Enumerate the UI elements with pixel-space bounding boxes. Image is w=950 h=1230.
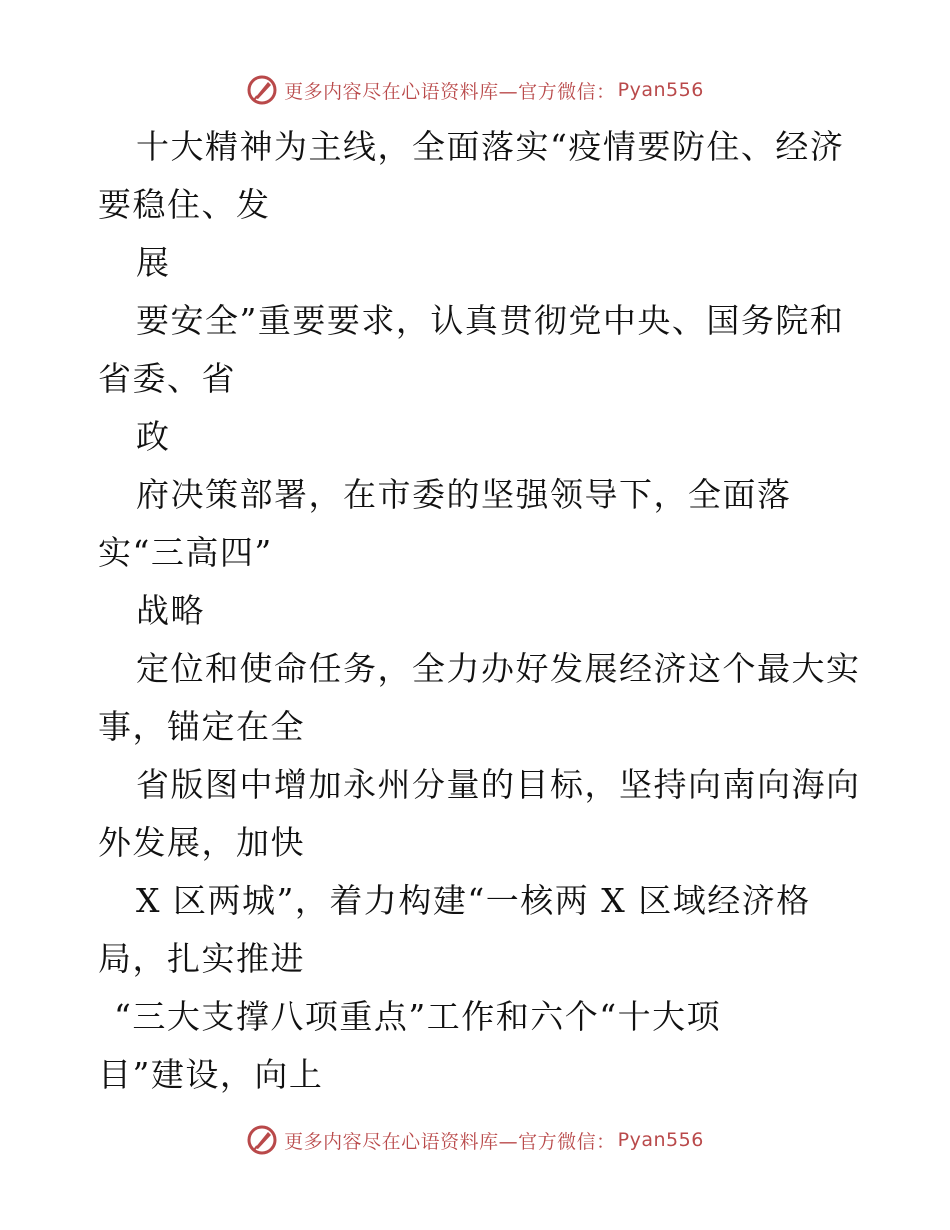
text-line: “三大支撑八项重点”工作和六个“十大项 — [114, 997, 722, 1036]
text-line: 展 — [136, 243, 171, 282]
text-line: 政 — [136, 417, 171, 456]
text-line: 定位和使命任务，全力办好发展经济这个最大实 — [136, 649, 861, 688]
text-line: 局，扎实推进 — [98, 939, 305, 978]
watermark-text: 更多内容尽在心语资料库—官方微信： — [284, 1130, 616, 1153]
text-line: 要稳住、发 — [98, 185, 271, 224]
text-line: 要安全”重要要求，认真贯彻党中央、国务院和 — [136, 301, 845, 340]
text-line: 实“三高四” — [98, 533, 273, 572]
header-watermark — [0, 70, 950, 110]
text-line: X 区两城”，着力构建“一核两 X 区域经济格 — [136, 881, 811, 920]
text-line: 目”建设，向上 — [98, 1055, 324, 1094]
text-line: 事，锚定在全 — [98, 707, 305, 746]
text-line: 战略 — [136, 591, 205, 630]
text-line: 府决策部署，在市委的坚强领导下，全面落 — [136, 475, 792, 514]
document-body — [98, 118, 868, 1104]
watermark-text: 更多内容尽在心语资料库—官方微信： — [284, 80, 616, 103]
text-line: 省版图中增加永州分量的目标，坚持向南向海向 — [136, 765, 861, 804]
quill-logo-icon — [246, 74, 278, 106]
footer-watermark — [0, 1120, 950, 1160]
watermark-contact: Pyan556 — [617, 79, 704, 101]
text-line: 十大精神为主线，全面落实“疫情要防住、经济 — [136, 127, 845, 166]
quill-logo-icon — [246, 1124, 278, 1156]
watermark-contact: Pyan556 — [617, 1129, 704, 1151]
text-line: 外发展，加快 — [98, 823, 305, 862]
text-line: 省委、省 — [98, 359, 236, 398]
